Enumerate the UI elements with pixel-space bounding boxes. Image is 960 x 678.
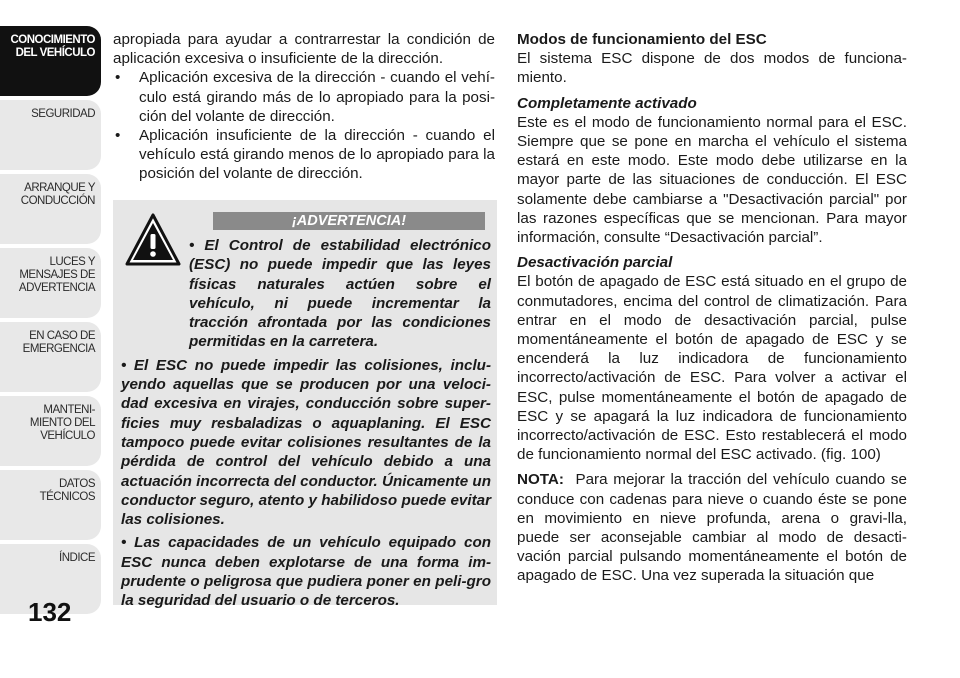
- tab-seguridad[interactable]: SEGURIDAD: [0, 100, 101, 170]
- tab-en-caso-de-emergencia[interactable]: EN CASO DE EMERGENCIA: [0, 322, 101, 392]
- right-column: [517, 30, 907, 586]
- note-paragraph: [517, 470, 907, 585]
- tab-luces-y-mensajes[interactable]: LUCES Y MENSAJES DE ADVERTENCIA: [0, 248, 101, 318]
- warning-box: [113, 200, 497, 610]
- mode-title-full: Completamente activado: [517, 94, 697, 112]
- warning-item-text: • Las capacidades de un vehículo equipado con ESC nunca deben explotarse de una forma im-prudente o peligrosa que pudiera poner en peli-gro la seguridad del usuario o de terceros.: [121, 534, 491, 610]
- bullet-text: Aplicación excesiva de la dirección - cuando el vehí-culo está girando más de lo apropiado para la posi-ción del volante de dirección.: [139, 69, 495, 125]
- bullet-text: Aplicación insuficiente de la dirección - cuando el vehículo está girando menos de lo apropiado para la posición del volante de dirección.: [139, 127, 495, 183]
- tab-arranque-y-conduccion[interactable]: ARRANQUE Y CONDUCCIÓN: [0, 174, 101, 244]
- warning-item: [121, 356, 491, 530]
- warning-item-text: • El Control de estabilidad electrónico (ESC) no puede impedir que las leyes físicas naturales actúen sobre el vehículo, ni puede incrementar la tracción afrontada por las condiciones permitidas en la carretera.: [189, 237, 491, 351]
- warning-item: [121, 236, 491, 352]
- left-column: [113, 30, 495, 184]
- intro-paragraph: apropiada para ayudar a contrarrestar la condición de aplicación excesiva o insuficiente de la dirección.: [113, 31, 495, 68]
- warning-title: ¡ADVERTENCIA!: [213, 212, 485, 230]
- tab-conocimiento-del-vehiculo[interactable]: CONOCIMIENTO DEL VEHÍCULO: [0, 26, 101, 96]
- tab-mantenimiento[interactable]: MANTENI- MIENTO DEL VEHÍCULO: [0, 396, 101, 466]
- mode-text-full: Este es el modo de funcionamiento normal para el ESC. Siempre que se pone en marcha el vehículo el sistema estará en este modo. Este modo debe utilizarse en la mayor parte de las situaciones de conducción. El ESC solamente debe cambiarse a "Desactivación parcial" por las razones específicas que se mencionan. Para mayor información, consulte “Desactivación parcial”.: [517, 113, 907, 247]
- note-text: Para mejorar la tracción del vehículo cuando se conduce con cadenas para nieve o cuando éste se pone en movimiento en nieve profunda, arena o gravi-lla, puede ser aconsejable cambiar al modo de desacti-vación parcial pulsando momentáneamente el botón de apagado de ESC. Una vez superada la situación que: [517, 471, 907, 585]
- bullet-item: [113, 126, 495, 184]
- page-number: 132: [28, 597, 72, 627]
- bullet-dot: •: [115, 69, 121, 87]
- mode-text-partial: El botón de apagado de ESC está situado en el grupo de conmutadores, encima del control de climatización. Para entrar en el modo de desactivación parcial, pulse momentáneamente el botón de apagado de ESC y se encenderá la luz indicadora de funcionamiento incorrecto/activación de ESC. Para volver a activar el ESC, pulse momentáneamente el botón de apagado de ESC y se apagará la luz indicadora de funcionamiento incorrecto/activación de ESC. Esto restablecerá el modo de funcionamiento normal del ESC activado. (fig. 100): [517, 273, 907, 464]
- warning-item-text: • El ESC no puede impedir las colisiones, inclu-yendo aquellas que se producen por una veloci-dad excesiva en virajes, conducción sobre super-ficies muy resbaladizas o aquaplaning. El ESC tampoco puede evitar colisiones resultantes de la pérdida de control del vehículo debido a una actuación incorrecta del conductor. Únicamente un conductor seguro, atento y habilidoso puede evitar las colisiones.: [121, 356, 491, 529]
- mode-title-partial: Desactivación parcial: [517, 254, 673, 272]
- bullet-item: [113, 68, 495, 126]
- modes-intro: El sistema ESC dispone de dos modos de funciona-miento.: [517, 50, 907, 87]
- tab-indice[interactable]: ÍNDICE: [0, 544, 101, 614]
- tab-datos-tecnicos[interactable]: DATOS TÉCNICOS: [0, 470, 101, 540]
- note-label: NOTA:: [517, 471, 564, 489]
- section-heading: Modos de funcionamiento del ESC: [517, 31, 767, 48]
- bullet-dot: •: [115, 127, 121, 145]
- warning-item: [121, 533, 491, 610]
- warning-body: [121, 236, 491, 611]
